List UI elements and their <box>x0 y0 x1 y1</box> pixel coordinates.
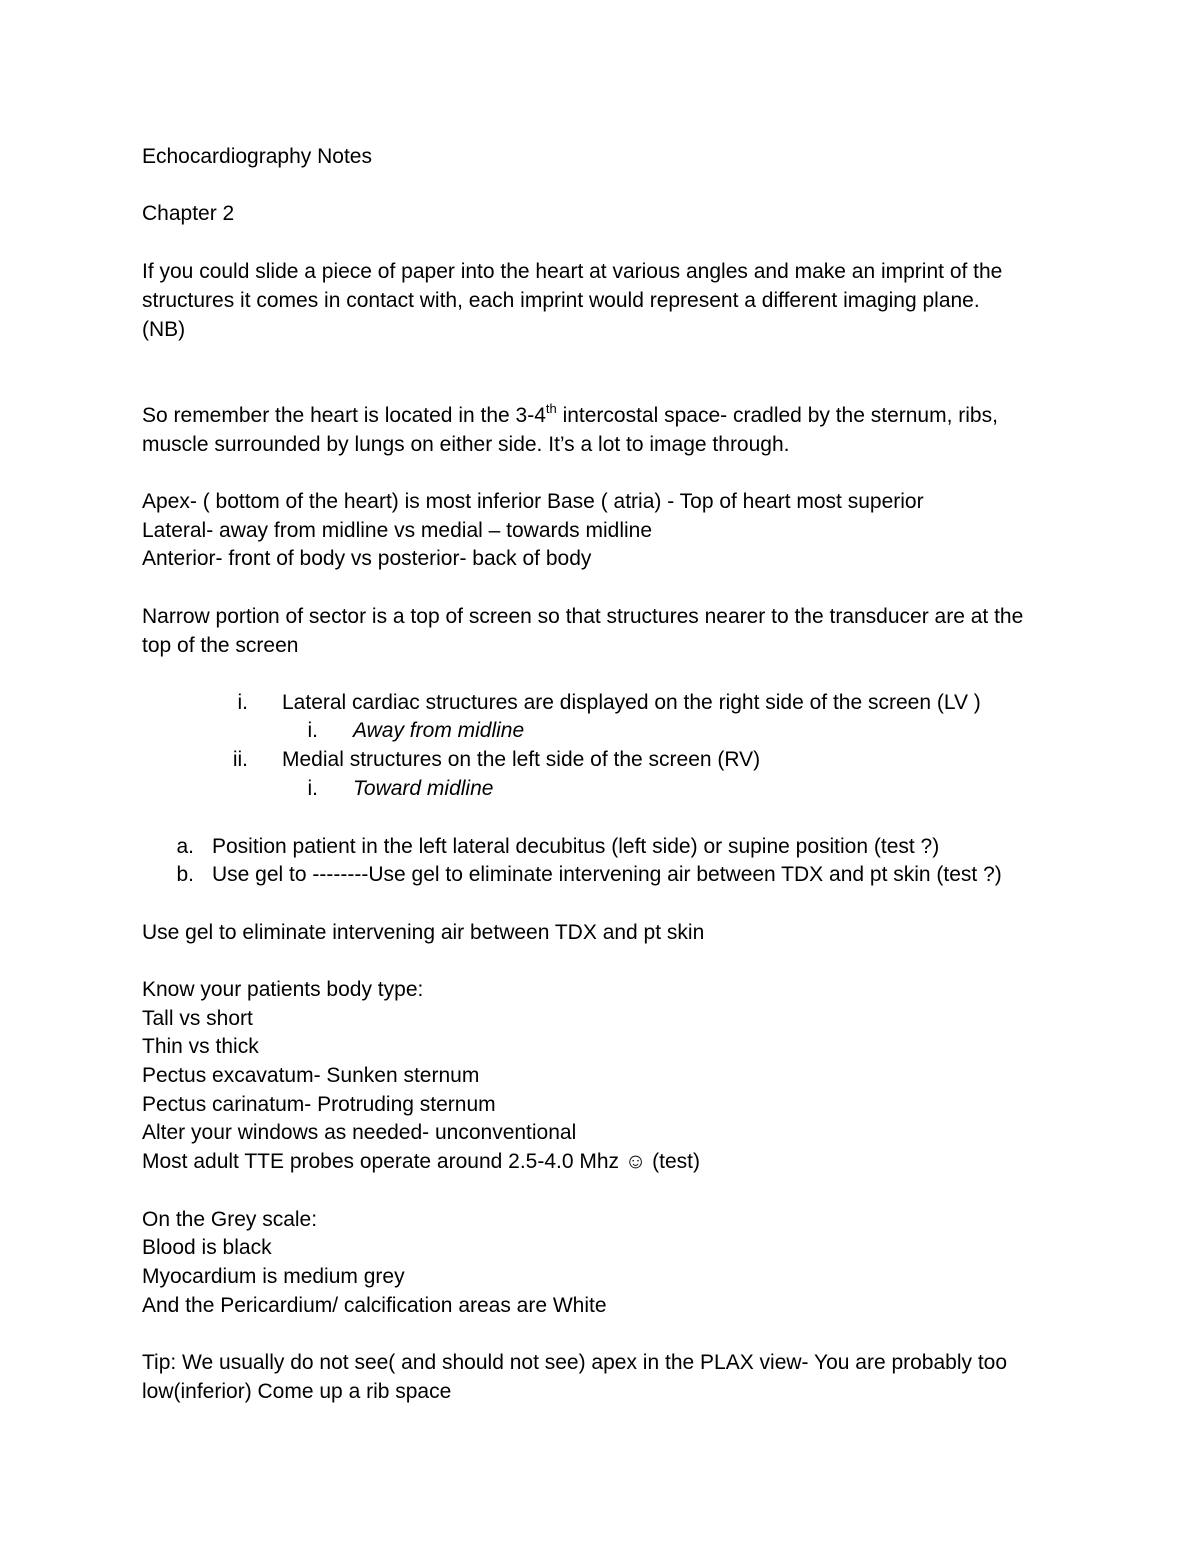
list-item-text: Medial structures on the left side of the screen (RV) <box>282 748 761 771</box>
list-marker: b. <box>176 863 194 886</box>
intro-line-2: structures it comes in contact with, each imprint would represent a different imaging plane. <box>142 289 980 312</box>
orientation-line: Anterior- front of body vs posterior- back of body <box>142 547 592 570</box>
body-type-line: Tall vs short <box>142 1007 253 1030</box>
heart-location-line-1 <box>142 401 998 432</box>
body-type-line: Pectus excavatum- Sunken sternum <box>142 1064 480 1087</box>
sub-list-item-text: Toward midline <box>353 777 494 800</box>
list-item-text: Use gel to --------Use gel to eliminate intervening air between TDX and pt skin (test ?) <box>212 863 1002 886</box>
orientation-line: Apex- ( bottom of the heart) is most inferior Base ( atria) - Top of heart most superior <box>142 490 924 513</box>
sector-line-1: Narrow portion of sector is a top of screen so that structures nearer to the transducer are at the <box>142 605 1024 628</box>
body-type-line: Thin vs thick <box>142 1035 259 1058</box>
sector-line-2: top of the screen <box>142 634 299 657</box>
heart-location-text-a: So remember the heart is located in the 3-4 <box>142 404 546 427</box>
list-marker: a. <box>176 835 194 858</box>
body-type-line: Alter your windows as needed- unconventional <box>142 1121 577 1144</box>
intro-line-3: (NB) <box>142 318 186 341</box>
list-item-text: Position patient in the left lateral decubitus (left side) or supine position (test ?) <box>212 835 940 858</box>
orientation-line: Lateral- away from midline vs medial – towards midline <box>142 519 653 542</box>
gel-note: Use gel to eliminate intervening air between TDX and pt skin <box>142 921 705 944</box>
list-marker: ii. <box>232 748 248 771</box>
body-type-line: Most adult TTE probes operate around 2.5-4.0 Mhz ☺ (test) <box>142 1150 700 1173</box>
list-marker: i. <box>307 719 318 742</box>
grey-scale-heading: On the Grey scale: <box>142 1208 318 1231</box>
list-marker: i. <box>307 777 318 800</box>
grey-scale-line: And the Pericardium/ calcification areas are White <box>142 1294 607 1317</box>
grey-scale-line: Myocardium is medium grey <box>142 1265 405 1288</box>
tip-line-2: low(inferior) Come up a rib space <box>142 1380 452 1403</box>
superscript-th: th <box>545 401 557 416</box>
heart-location-text-b: intercostal space- cradled by the sternum, ribs, <box>556 404 998 427</box>
document-title: Echocardiography Notes <box>142 145 372 168</box>
tip-line-1: Tip: We usually do not see( and should not see) apex in the PLAX view- You are probably too <box>142 1351 1008 1374</box>
body-type-heading: Know your patients body type: <box>142 978 424 1001</box>
grey-scale-line: Blood is black <box>142 1236 272 1259</box>
sub-list-item-text: Away from midline <box>353 719 525 742</box>
heart-location-line-2: muscle surrounded by lungs on either side. It’s a lot to image through. <box>142 433 790 456</box>
list-item-text: Lateral cardiac structures are displayed on the right side of the screen (LV ) <box>282 691 981 714</box>
body-type-line: Pectus carinatum- Protruding sternum <box>142 1093 496 1116</box>
intro-line-1: If you could slide a piece of paper into the heart at various angles and make an imprint of the <box>142 260 1003 283</box>
chapter-heading: Chapter 2 <box>142 202 235 225</box>
list-marker: i. <box>237 691 248 714</box>
